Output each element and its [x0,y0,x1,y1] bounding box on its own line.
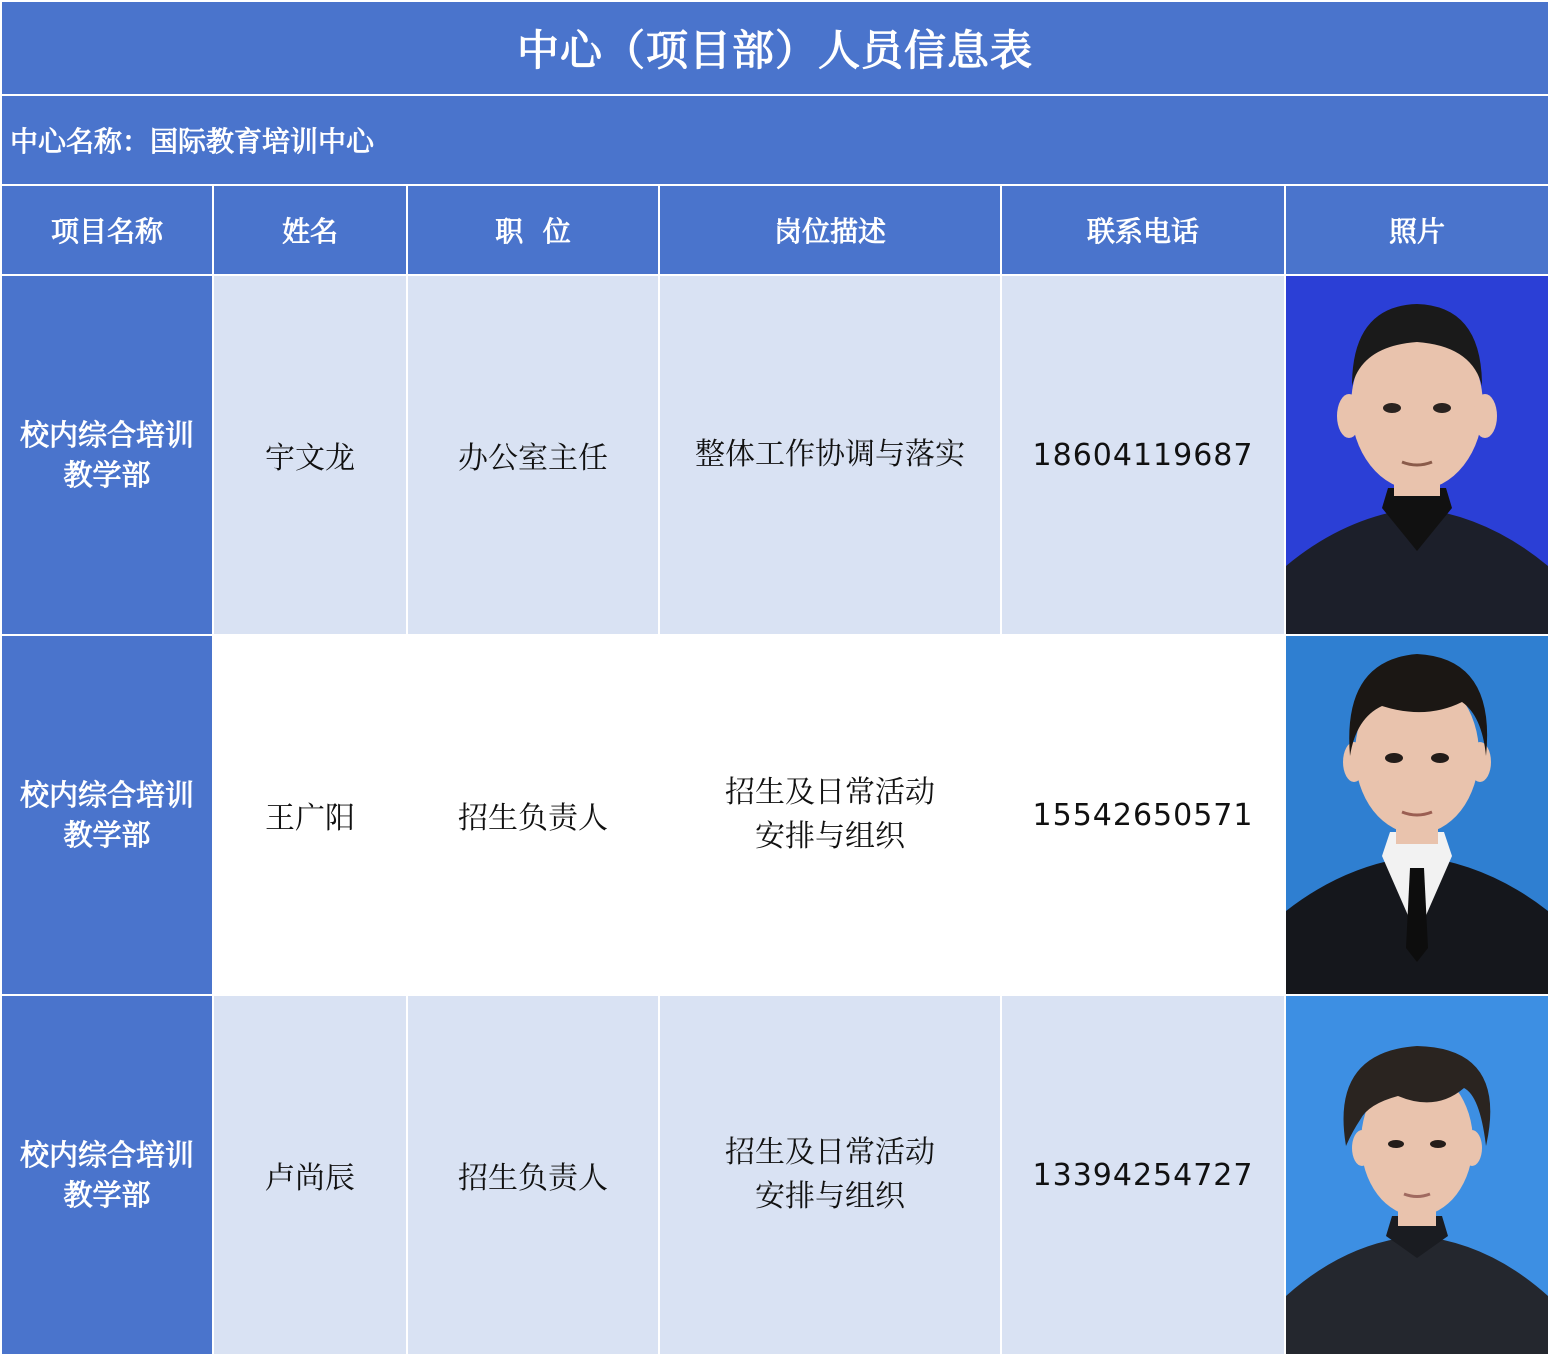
table-row [1,635,1548,995]
dept-line: 教学部 [63,1178,151,1212]
dept-line: 校内综合培训 [19,418,194,452]
dept-cell [1,275,213,635]
header-project-name: 项目名称 [1,185,213,275]
portrait-photo [1286,276,1548,634]
description-line: 整体工作协调与落实 [695,437,965,472]
name-cell: 卢尚辰 [213,995,407,1355]
dept-line: 校内综合培训 [19,778,194,812]
portrait-photo [1286,996,1548,1354]
description-line: 安排与组织 [755,819,905,854]
description-cell [659,635,1001,995]
position-cell: 招生负责人 [407,635,659,995]
phone-cell: 18604119687 [1001,275,1285,635]
name-cell: 王广阳 [213,635,407,995]
photo-cell [1285,995,1548,1355]
center-name-row [1,95,1548,185]
description-line: 招生及日常活动 [725,775,935,810]
center-name: 中心名称：国际教育培训中心 [1,95,1548,185]
dept-line: 教学部 [63,818,151,852]
portrait-photo [1286,636,1548,994]
dept-line: 校内综合培训 [19,1138,194,1172]
header-phone: 联系电话 [1001,185,1285,275]
phone-cell: 13394254727 [1001,995,1285,1355]
header-row [1,185,1548,275]
name-cell: 宇文龙 [213,275,407,635]
header-position: 职 位 [407,185,659,275]
dept-cell [1,995,213,1355]
position-cell: 办公室主任 [407,275,659,635]
description-line: 安排与组织 [755,1179,905,1214]
position-cell: 招生负责人 [407,995,659,1355]
description-cell [659,275,1001,635]
photo-cell [1285,635,1548,995]
phone-cell: 15542650571 [1001,635,1285,995]
dept-line: 教学部 [63,458,151,492]
header-photo: 照片 [1285,185,1548,275]
title-row [1,1,1548,95]
table-row [1,995,1548,1355]
table-title: 中心（项目部）人员信息表 [1,1,1548,95]
header-name: 姓名 [213,185,407,275]
header-description: 岗位描述 [659,185,1001,275]
photo-cell [1285,275,1548,635]
dept-cell [1,635,213,995]
table-row [1,275,1548,635]
description-line: 招生及日常活动 [725,1135,935,1170]
description-cell [659,995,1001,1355]
